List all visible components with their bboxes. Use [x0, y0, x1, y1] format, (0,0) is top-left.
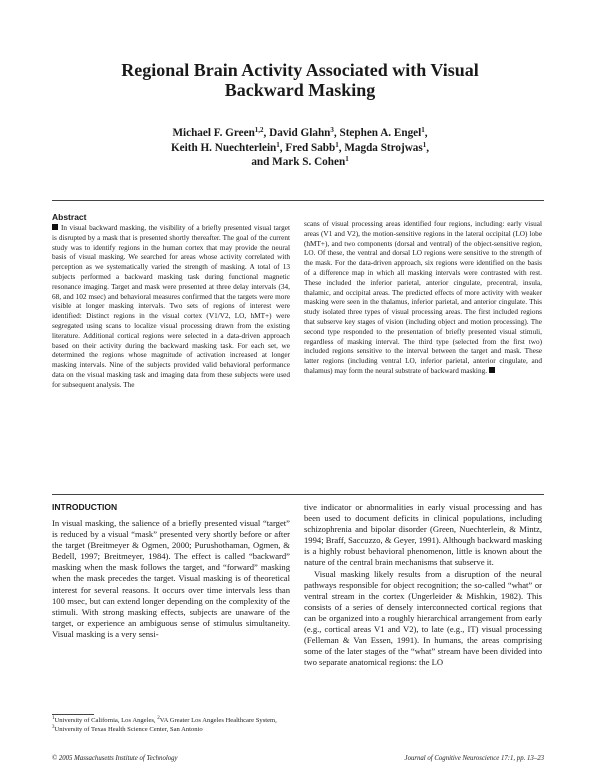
abstract-bottom-rule — [52, 494, 544, 495]
abstract-text-left: In visual backward masking, the visibility of a briefly presented visual target is disrupted by a mask that is presented shortly thereafter. The goal of the current study was to identify regions in the human cortex that may provide the neural basis of visual masking. We searched for areas whose activity correlated with perception as we systematically varied the strength of masking. A total of 13 subjects performed a backward masking task during functional magnetic resonance imaging. Target and mask were presented at three delay intervals (34, 68, and 102 msec) and behavioral measures confirmed that the targets were more visible at longer masking intervals. Two sets of regions of interest were identified: Distinct regions in the visual cortex (V1/V2, LO, hMT+) were segregated using scans to localize visual processing drawn from the existing literature. Additional cortical regions were selected in a data-driven approach based on their activity during the backward masking task. For each set, we determined the regions whose magnitude of activation increased at longer masking intervals. Nine of the subjects provided valid behavioral performance data on the visual masking task and imaging data from these subjects were used for subsequent analysis. The — [52, 224, 290, 389]
author-separator: , — [279, 141, 286, 154]
abstract-right-column — [304, 220, 542, 377]
abstract-left-column — [52, 224, 290, 391]
author: Keith H. Nuechterlein — [170, 141, 277, 154]
author: Michael F. Green — [172, 127, 255, 139]
author-separator: , — [333, 127, 340, 139]
author-separator: , — [424, 127, 428, 139]
footnote-rule — [52, 714, 94, 715]
author-list — [100, 126, 500, 170]
body-right-column — [304, 502, 542, 668]
author-affiliation: 1 — [335, 140, 339, 149]
intro-paragraph: In visual masking, the salience of a briefly presented visual “target” is reduced by a visual “mask” presented very shortly before or after the target (Breitmeyer & Ogmen, 2000; Purushothaman, Ogmen, & Bedell, 1997; Breitmeyer, 1984). The effect is called “backward” masking when the mask follows the target, and “forward” masking when the mask precedes the target. Visual masking is of theoretical interest for several reasons. It occurs over time intervals less than 100 msec, but can extend longer depending on the complexity of the stimuli. With strong masking effects, subjects are unaware of the target, or experience an ambiguous sense of stimulus simultaneity. Visual masking is a very sensi- — [52, 518, 290, 639]
footnote-marker: 3 — [52, 724, 55, 730]
author: Magda Strojwas — [344, 141, 423, 154]
footnote-text: University of California, Los Angeles, — [54, 717, 158, 724]
section-heading-introduction: INTRODUCTION — [52, 502, 118, 512]
author-affiliation: 1 — [421, 126, 425, 134]
author: David Glahn — [269, 127, 331, 139]
affiliation-footnote — [52, 717, 290, 734]
footnote-text: University of Texas Health Science Center, San Antonio — [54, 725, 203, 733]
abstract-start-marker — [52, 224, 58, 230]
author-separator: , — [263, 127, 270, 139]
journal-citation: Journal of Cognitive Neuroscience 17:1, pp. 13–23 — [404, 755, 544, 762]
footnote-marker: 1 — [52, 716, 55, 721]
author: Stephen A. Engel — [339, 127, 422, 139]
abstract-end-marker — [489, 367, 495, 373]
author-affiliation: 1 — [345, 155, 349, 163]
author-affiliation: 1,2 — [254, 126, 264, 134]
body-left-column — [52, 518, 290, 640]
abstract-text-right: scans of visual processing areas identified four regions, including: early visual areas (V1 and V2), the motion-sensitive regions in the lateral occipital (LO) lobe (hMT+), and two components (dorsal and ventral) of the object-sensitive region, LO. Of these, the ventral and dorsal LO regions were sensitive to the strength of the mask. For the data-driven approach, six regions were identified on the basis of a difference map in which all masking intervals were contrasted with rest. These included the inferior parietal, anterior cingulate, precentral, insula, thalamic, and occipital areas. The predicted effects of more activity with weaker masking were seen in the thalamus, inferior parietal, and anterior cingulate. This study isolated three types of visual processing areas. The first included regions that subserve key stages of vision (including object and motion processing). The second type responded to the presentation of briefly presented visual stimuli, regardless of masking interval. The third type (selected from the first two) included regions sensitive to the interval between the target and mask. These latter regions (including ventral LO, inferior parietal, anterior cingulate, and thalamus) may form the neural substrate of backward masking. — [304, 220, 542, 375]
intro-paragraph: tive indicator or abnormalities in early visual processing and has been used to document deficits in clinical populations, including schizophrenia and bipolar disorder (Green, Nuechterlein, & Mintz, 1994; Braff, Saccuzzo, & Geyer, 1991). Although backward masking is a highly robust behavioral phenomenon, little is known about the nature of the central brain mechanisms that subserve it. — [304, 502, 542, 568]
copyright-notice: © 2005 Massachusetts Institute of Technology — [52, 755, 178, 762]
intro-paragraph: Visual masking likely results from a disruption of the neural pathways responsible for object recognition; the so-called “what” or ventral stream in the cortex (Ungerleider & Mishkin, 1982). This consists of a series of densely interconnected cortical regions that can be organized into a roughly hierarchical arrangement from early (e.g., cortical areas V1 and V2), to late (e.g., IT) visual processing (Felleman & Van Essen, 1991). In humans, the areas comprising some of the later stages of the “what” stream have been divided into two separate anatomical regions: the LO — [304, 568, 542, 668]
footnote-marker: 2 — [157, 716, 160, 721]
author-affiliation: 3 — [330, 126, 334, 134]
author: Fred Sabb — [285, 141, 336, 154]
author: and Mark S. Cohen — [251, 156, 346, 168]
author-affiliation: 1 — [276, 140, 280, 149]
author-affiliation: 1 — [422, 140, 427, 149]
abstract-heading: Abstract — [52, 212, 87, 222]
abstract-top-rule — [52, 200, 544, 201]
author-separator: , — [338, 141, 345, 154]
author-separator: , — [426, 141, 430, 154]
paper-title: Regional Brain Activity Associated with Visual Backward Masking — [121, 60, 479, 100]
footnote-text: VA Greater Los Angeles Healthcare System, — [159, 717, 277, 724]
